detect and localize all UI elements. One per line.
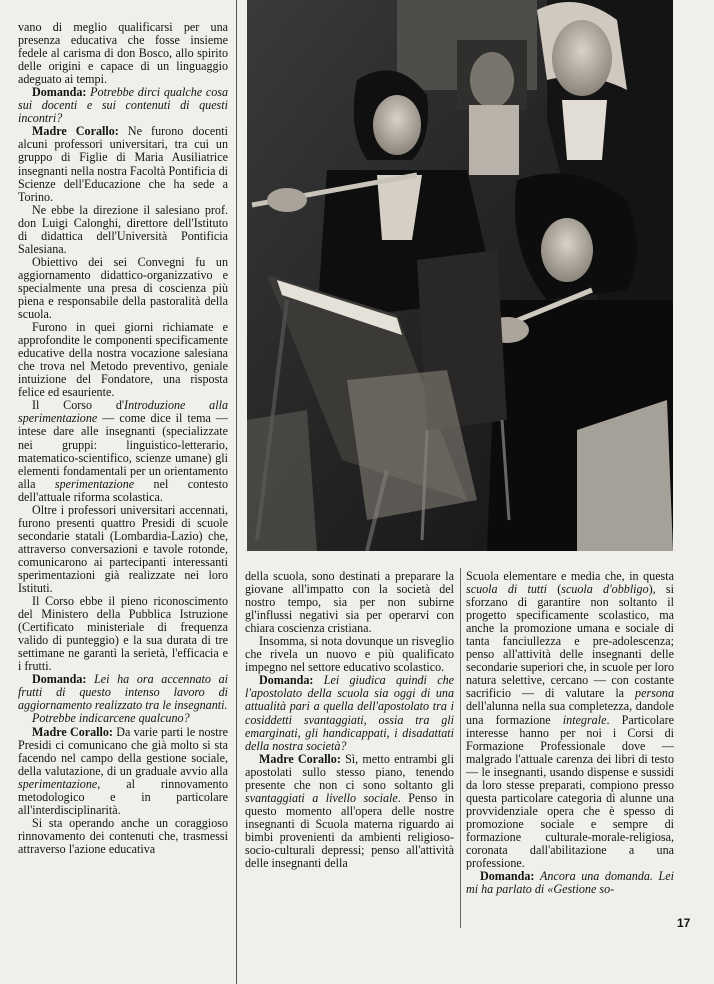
question-text: Lei ha ora accennato ai frutti di questo intenso lavoro di aggiornamento realizzato tra le insegnanti. [18, 672, 228, 713]
question-text: Ancora una domanda. Lei mi ha parlato di «Gestione so- [466, 869, 674, 897]
paragraph: Oltre i professori universitari accennati, furono presenti quattro Presidi di scuole secondarie statali (Lombardia-Lazio) che, attraverso conversazioni e tavole rotonde, comunicarono ai partecipanti interessanti sperimentazioni già realizzate nei loro Istituti. [18, 502, 228, 596]
question-label: Domanda: [32, 85, 87, 100]
text-run: nel contesto dell'attuale riforma scolastica. [18, 476, 229, 504]
question-text: Potrebbe dirci qualche cosa sui docenti e sui contenuti di questi incontri? [18, 85, 229, 126]
text-run: — come dice il tema — intese dare alle insegnanti (specializzate nei gruppi: linguistico-letterario, matematico-scientifico, scienze umane) gli elementi fondamentali per un orientamento alla [18, 411, 228, 491]
paragraph: Si sta operando anche un coraggioso rinnovamento dei contenuti che, trasmessi attraverso l'azione educativa [18, 815, 228, 856]
text-column-2 [245, 570, 454, 870]
question-label: Domanda: [259, 673, 314, 688]
answer-paragraph [18, 125, 228, 203]
text-run: dell'alunna nella sua completezza, dandole una formazione [466, 699, 674, 727]
question-paragraph [18, 86, 228, 125]
italic-run: scuola di tutti [466, 582, 547, 597]
answer-label: Madre Corallo: [32, 124, 119, 139]
italic-run: sperimentazione [54, 476, 135, 491]
question-paragraph [18, 673, 228, 712]
italic-run: svantaggiati a livello sociale [245, 790, 398, 805]
question-paragraph [466, 870, 674, 896]
italic-run: sperimentazione [18, 776, 98, 791]
question-text: Lei giudica quindi che l'apostolato della scuola sia oggi di una attualità pari a quella dell'apostolato tra i cosiddetti svantaggiati, ossia tra gli emarginati, gli handicappati, i disadattati della nostra società? [245, 673, 454, 753]
answer-paragraph [245, 753, 454, 870]
italic-run: integrale [562, 712, 607, 727]
text-run: Da varie parti le nostre Presidi ci comunicano che già molto si sta facendo nel campo della gestione sociale, della valutazione, di un graduale avvio alla [18, 724, 229, 778]
text-run: Sì, metto entrambi gli apostolati sullo stesso piano, tenendo presente che non ci sono soltanto gli [245, 751, 454, 792]
paragraph [466, 570, 674, 870]
paragraph [18, 399, 228, 503]
photo-illustration [247, 0, 673, 551]
paragraph: Insomma, si nota dovunque un risveglio che rivela un nuovo e più qualificato impegno nel settore educativo scolastico. [245, 634, 454, 675]
answer-text: Ne furono docenti alcuni professori universitari, tra cui un gruppo di Figlie di Maria Ausiliatrice insegnanti nella nostra Facoltà Pontificia di Scienze dell'Educazione che ha sede a Torino. [18, 124, 228, 204]
answer-label: Madre Corallo: [259, 751, 341, 766]
paragraph: vano di meglio qualificarsi per una presenza educativa che fosse insieme fedele al carisma di don Bosco, allo spirito delle origini e capace di un linguaggio adeguato ai tempi. [18, 20, 228, 87]
italic-run: scuola d'obbligo [561, 582, 649, 597]
text-column-1 [18, 21, 228, 856]
answer-paragraph [18, 726, 228, 817]
question-label: Domanda: [480, 869, 535, 884]
answer-label: Madre Corallo: [32, 724, 113, 739]
text-run: Scuola elementare e media che, in questa [466, 569, 674, 583]
paragraph: Il Corso ebbe il pieno riconoscimento del Ministero della Pubblica Istruzione (Certificato ministeriale di frequenza valido di punteggio) e la sua durata di tre settimane ne garantì la serietà, l'efficacia e i frutti. [18, 594, 228, 674]
text-column-3 [466, 570, 674, 896]
question-paragraph [245, 674, 454, 752]
text-run: ( [546, 582, 562, 597]
italic-run: Introduzione alla sperimentazione [18, 398, 228, 426]
paragraph: Obiettivo dei sei Convegni fu un aggiornamento didattico-organizzativo e specialmente una presa di coscienza più piena e responsabile della pastoralità della scuola. [18, 254, 228, 322]
paragraph: Ne ebbe la direzione il salesiano prof. don Luigi Calonghi, direttore dell'Istituto di didattica dell'Università Pontificia Salesiana. [18, 202, 228, 256]
question-text: Potrebbe indicarcene qualcuno? [32, 711, 190, 726]
question-label: Domanda: [32, 672, 87, 687]
italic-run: persona [635, 686, 674, 701]
text-run: , al rinnovamento metodologico e in particolare all'interdisciplinarità. [18, 776, 228, 817]
column-divider [460, 568, 461, 928]
page-number: 17 [677, 916, 691, 930]
column-divider [236, 0, 237, 984]
text-run: Il Corso d' [32, 398, 125, 413]
text-run: . Particolare interesse hanno per noi i Corsi di Formazione Professionale dove — malgrado l'attuale carenza dei libri di testo — le insegnanti, usando dispense e sussidi da loro stesse preparati, compiono presso questa particolare categoria di alunne una provvidenziale opera che è spesso di promozione sociale e sempre di formazione culturale-morale-religiosa, coronata dall'abilitazione a una professione. [466, 712, 674, 871]
photo-flute-lesson [247, 0, 673, 551]
paragraph: della scuola, sono destinati a preparare la giovane all'impatto con la società del nostro tempo, sia per non subirne gl'influssi negativi sia per operarvi con chiara coscienza cristiana. [245, 569, 454, 636]
text-run: . Penso in questo momento all'opera delle nostre insegnanti di Scuola materna riguardo ai bimbi provenienti da ambienti religioso-socio-culturali depressi; penso all'attività delle insegnanti della [245, 790, 454, 871]
text-run: ), si sforzano di garantire non soltanto il progetto specificamente scolastico, ma anche la promozione umana e sociale di tanta fanciullezza e pre-adolescenza; penso all'attività delle insegnanti delle secondarie superiori che, in scuole per loro natura selettive, cercano — con costante sacrificio — di valutare la [466, 582, 674, 701]
paragraph: Furono in quei giorni richiamate e approfondite le componenti specificamente educative della nostra vocazione salesiana che trova nel Metodo preventivo, geniale intuizione del Fondatore, una risposta felice ed esauriente. [18, 320, 228, 400]
